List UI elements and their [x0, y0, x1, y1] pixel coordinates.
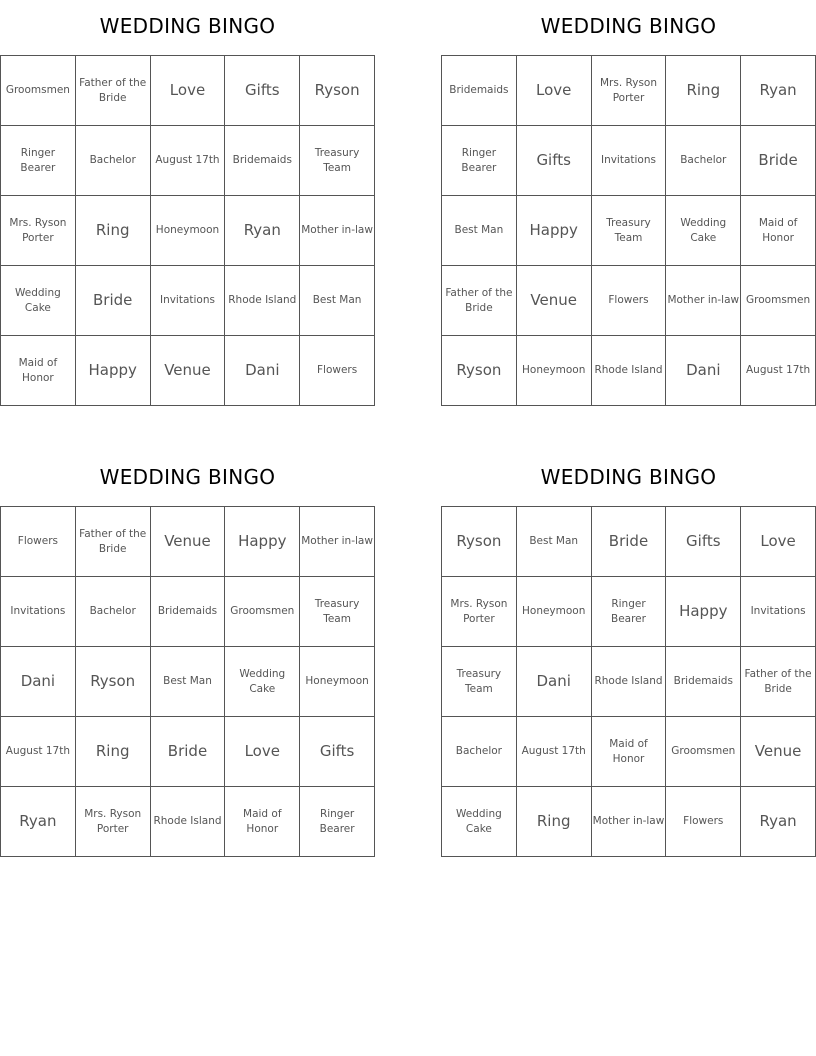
bingo-cell: Happy	[666, 577, 741, 647]
bingo-cell: Gifts	[225, 56, 300, 126]
bingo-cell: Groomsmen	[741, 266, 816, 336]
bingo-cell: Mother in-law	[592, 787, 667, 857]
bingo-cell: Rhode Island	[592, 647, 667, 717]
bingo-cell: Bridemaids	[442, 56, 517, 126]
bingo-cell: Honeymoon	[517, 336, 592, 406]
card-title: WEDDING BINGO	[99, 465, 276, 489]
bingo-cell: August 17th	[741, 336, 816, 406]
bingo-cell: Ringer Bearer	[300, 787, 375, 857]
bingo-cell: Mother in-law	[300, 196, 375, 266]
bingo-cell: Dani	[666, 336, 741, 406]
bingo-cell: Mrs. Ryson Porter	[1, 196, 76, 266]
bingo-cell: Dani	[1, 647, 76, 717]
bingo-cell: Mother in-law	[666, 266, 741, 336]
bingo-cell: Maid of Honor	[741, 196, 816, 266]
bingo-cell: Best Man	[442, 196, 517, 266]
bingo-cell: Rhode Island	[225, 266, 300, 336]
bingo-cell: Father of the Bride	[442, 266, 517, 336]
bingo-cell: August 17th	[151, 126, 226, 196]
bingo-cell: Groomsmen	[1, 56, 76, 126]
bingo-cell: Wedding Cake	[1, 266, 76, 336]
bingo-cell: Ryson	[442, 336, 517, 406]
bingo-cell: Rhode Island	[151, 787, 226, 857]
bingo-cell: Wedding Cake	[442, 787, 517, 857]
bingo-cell: Invitations	[741, 577, 816, 647]
bingo-cell: Venue	[741, 717, 816, 787]
bingo-cell: Ryson	[442, 507, 517, 577]
bingo-cell: Bridemaids	[225, 126, 300, 196]
bingo-cell: Treasury Team	[592, 196, 667, 266]
bingo-cell: Best Man	[151, 647, 226, 717]
bingo-cell: Venue	[151, 507, 226, 577]
bingo-cell: Flowers	[1, 507, 76, 577]
bingo-cell: Best Man	[517, 507, 592, 577]
bingo-cell: Bride	[592, 507, 667, 577]
bingo-cell: Ryson	[76, 647, 151, 717]
bingo-cell: Bride	[741, 126, 816, 196]
bingo-cell: Ring	[76, 717, 151, 787]
bingo-cell: Mrs. Ryson Porter	[592, 56, 667, 126]
bingo-cell: Love	[741, 507, 816, 577]
bingo-cell: Ringer Bearer	[1, 126, 76, 196]
bingo-grid	[441, 55, 816, 406]
bingo-cell: Bridemaids	[666, 647, 741, 717]
bingo-cell: Rhode Island	[592, 336, 667, 406]
bingo-cell: Venue	[151, 336, 226, 406]
bingo-cell: Mother in-law	[300, 507, 375, 577]
bingo-cell: Father of the Bride	[76, 56, 151, 126]
bingo-cell: Treasury Team	[442, 647, 517, 717]
bingo-cell: Honeymoon	[517, 577, 592, 647]
card-title: WEDDING BINGO	[540, 465, 717, 489]
bingo-cell: Happy	[517, 196, 592, 266]
bingo-cell: Bachelor	[442, 717, 517, 787]
bingo-cell: August 17th	[1, 717, 76, 787]
bingo-cell: Bachelor	[666, 126, 741, 196]
bingo-cell: Bride	[151, 717, 226, 787]
bingo-cell: Mrs. Ryson Porter	[442, 577, 517, 647]
bingo-cell: Dani	[225, 336, 300, 406]
bingo-cell: Gifts	[517, 126, 592, 196]
bingo-cell: Flowers	[300, 336, 375, 406]
bingo-cell: Ryan	[225, 196, 300, 266]
bingo-cell: Ryan	[741, 56, 816, 126]
bingo-cell: Maid of Honor	[1, 336, 76, 406]
bingo-cell: Dani	[517, 647, 592, 717]
bingo-cell: Love	[517, 56, 592, 126]
bingo-cell: Love	[225, 717, 300, 787]
bingo-cell: Treasury Team	[300, 577, 375, 647]
bingo-cell: Bridemaids	[151, 577, 226, 647]
bingo-cell: Mrs. Ryson Porter	[76, 787, 151, 857]
bingo-cell: Happy	[76, 336, 151, 406]
bingo-cell: Maid of Honor	[225, 787, 300, 857]
bingo-cell: Ring	[76, 196, 151, 266]
bingo-cell: Ryan	[1, 787, 76, 857]
bingo-cell: Ring	[666, 56, 741, 126]
bingo-cell: Happy	[225, 507, 300, 577]
bingo-grid	[0, 506, 375, 857]
bingo-cell: Bachelor	[76, 126, 151, 196]
card-title: WEDDING BINGO	[540, 14, 717, 38]
bingo-cell: Wedding Cake	[666, 196, 741, 266]
bingo-cell: Wedding Cake	[225, 647, 300, 717]
bingo-cell: Gifts	[666, 507, 741, 577]
bingo-cell: Invitations	[592, 126, 667, 196]
bingo-grid	[441, 506, 816, 857]
bingo-cell: Groomsmen	[666, 717, 741, 787]
bingo-cell: Bride	[76, 266, 151, 336]
bingo-cell: Maid of Honor	[592, 717, 667, 787]
bingo-cell: Honeymoon	[151, 196, 226, 266]
bingo-cell: Father of the Bride	[741, 647, 816, 717]
bingo-cell: Ringer Bearer	[442, 126, 517, 196]
bingo-cell: Treasury Team	[300, 126, 375, 196]
bingo-cell: Ring	[517, 787, 592, 857]
bingo-cell: Venue	[517, 266, 592, 336]
bingo-cell: August 17th	[517, 717, 592, 787]
bingo-cell: Flowers	[666, 787, 741, 857]
bingo-cell: Invitations	[151, 266, 226, 336]
bingo-cell: Father of the Bride	[76, 507, 151, 577]
bingo-cell: Honeymoon	[300, 647, 375, 717]
bingo-cell: Flowers	[592, 266, 667, 336]
bingo-cell: Groomsmen	[225, 577, 300, 647]
bingo-cell: Ringer Bearer	[592, 577, 667, 647]
bingo-cell: Best Man	[300, 266, 375, 336]
bingo-cell: Gifts	[300, 717, 375, 787]
bingo-cell: Invitations	[1, 577, 76, 647]
bingo-cell: Ryson	[300, 56, 375, 126]
bingo-grid	[0, 55, 375, 406]
bingo-cell: Bachelor	[76, 577, 151, 647]
bingo-cell: Ryan	[741, 787, 816, 857]
card-title: WEDDING BINGO	[99, 14, 276, 38]
bingo-cell: Love	[151, 56, 226, 126]
